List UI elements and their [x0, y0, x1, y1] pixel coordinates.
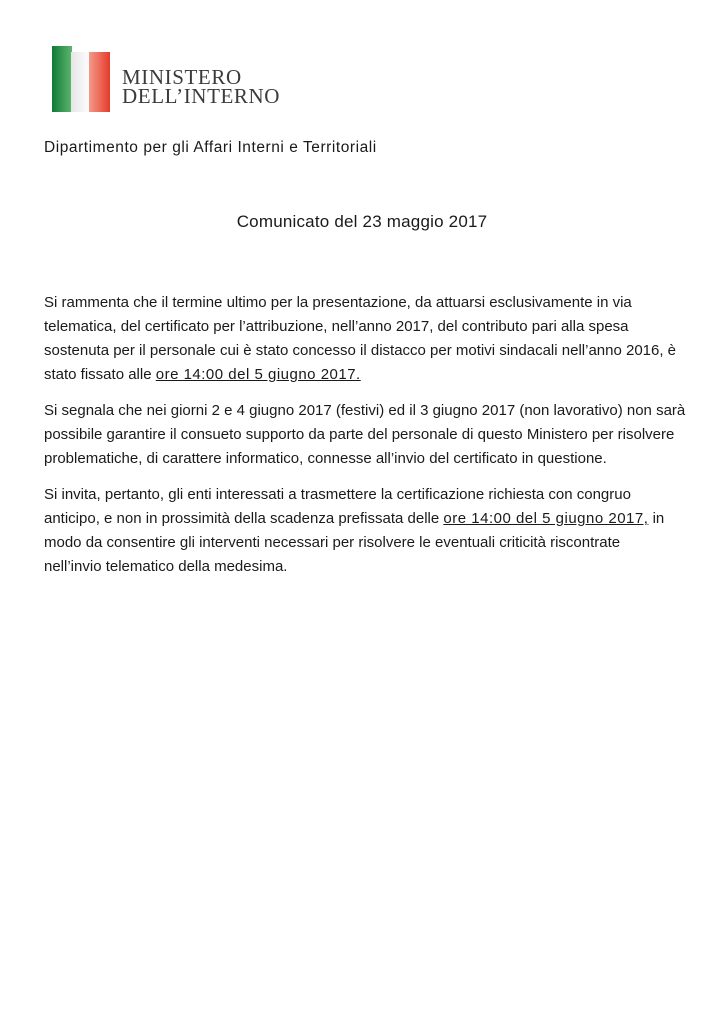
communique-title: Comunicato del 23 maggio 2017: [236, 212, 488, 231]
flag-green-stripe: [52, 46, 72, 112]
paragraph-line: modo da consentire gli interventi necessari per risolvere le eventuali criticità riscontrate: [44, 534, 621, 551]
paragraph-line: sostenuta per il personale cui è stato concesso il distacco per motivi sindacali nell’anno 2016, è: [44, 342, 677, 359]
ministry-name-line2: DELL’INTERNO: [122, 84, 281, 108]
deadline-intro: stato fissato alle: [44, 366, 156, 383]
paragraph-3: [44, 483, 684, 579]
italian-flag-emblem: [52, 46, 110, 112]
deadline-outro: in: [648, 510, 665, 527]
paragraph-line: Si rammenta che il termine ultimo per la presentazione, da attuarsi esclusivamente in via: [44, 294, 632, 311]
paragraph-line: Si segnala che nei giorni 2 e 4 giugno 2017 (festivi) ed il 3 giugno 2017 (non lavorativo) non sarà: [44, 402, 686, 419]
ministry-logo: [52, 46, 280, 112]
paragraph-2: [44, 399, 684, 471]
ministry-name-line1: MINISTERO: [122, 65, 242, 89]
deadline-underlined: ore 14:00 del 5 giugno 2017,: [443, 510, 649, 527]
communique-body: [44, 291, 684, 591]
flag-red-stripe: [89, 52, 110, 112]
paragraph-line: Si invita, pertanto, gli enti interessati a trasmettere la certificazione richiesta con congruo: [44, 486, 631, 503]
paragraph-1: [44, 291, 684, 387]
paragraph-line: telematica, del certificato per l’attribuzione, nell’anno 2017, del contributo pari alla spesa: [44, 318, 629, 335]
paragraph-line: nell’invio telematico della medesima.: [44, 558, 288, 575]
paragraph-line: [44, 507, 684, 531]
department-heading: Dipartimento per gli Affari Interni e Territoriali: [44, 139, 377, 156]
paragraph-line: problematiche, di carattere informatico, connesse all’invio del certificato in questione.: [44, 450, 607, 467]
flag-white-stripe: [71, 52, 91, 112]
paragraph-line: [44, 363, 684, 387]
ministry-name: [122, 65, 281, 108]
paragraph-line: possibile garantire il consueto supporto da parte del personale di questo Ministero per risolvere: [44, 426, 675, 443]
deadline-underlined: ore 14:00 del 5 giugno 2017.: [155, 366, 361, 383]
deadline-intro: anticipo, e non in prossimità della scadenza prefissata delle: [44, 510, 444, 527]
